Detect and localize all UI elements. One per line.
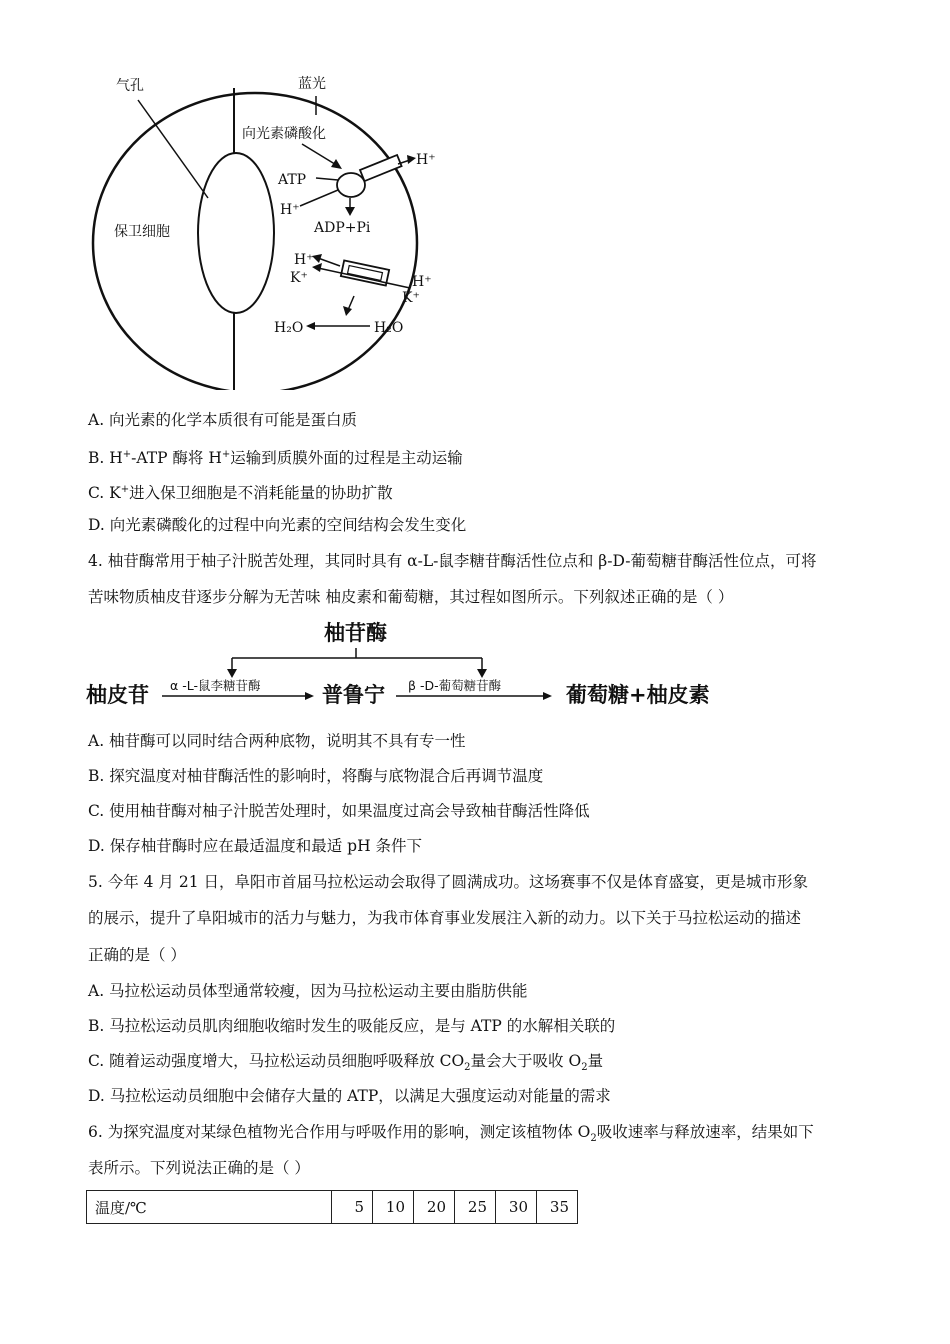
q4-option-c: C. 使用柚苷酶对柚子汁脱苦处理时，如果温度过高会导致柚苷酶活性降低: [88, 802, 590, 820]
flow-enzyme-label: 柚苷酶: [324, 621, 387, 645]
flow-intermediate-label: 普鲁宁: [322, 683, 385, 707]
phototropin-label: 向光素磷酸化: [242, 126, 326, 142]
table-cell: 25: [455, 1191, 496, 1224]
q5-option-b: B. 马拉松运动员肌肉细胞收缩时发生的吸能反应，是与 ATP 的水解相关联的: [88, 1017, 616, 1035]
temperature-table: [86, 1190, 578, 1224]
q6-stem-line-2: 表所示。下列说法正确的是（ ）: [88, 1159, 310, 1177]
q3-option-c: C. K+进入保卫细胞是不消耗能量的协助扩散: [88, 484, 393, 503]
q5-stem-line-1: 5. 今年 4 月 21 日，阜阳市首届马拉松运动会取得了圆满成功。这场赛事不仅是体育盛宴，更是城市形象: [88, 873, 809, 891]
q5-stem-line-2: 的展示，提升了阜阳城市的活力与魅力，为我市体育事业发展注入新的动力。以下关于马拉松运动的描述: [88, 909, 802, 927]
table-cell: 20: [414, 1191, 455, 1224]
q3-option-a: A. 向光素的化学本质很有可能是蛋白质: [88, 411, 358, 429]
stoma-pore: [198, 153, 274, 313]
q3-option-b: B. H+-ATP 酶将 H+运输到质膜外面的过程是主动运输: [88, 449, 463, 468]
guard-cell-diagram: [80, 60, 440, 390]
table-cell: 10: [373, 1191, 414, 1224]
flow-products-label: 葡萄糖+柚皮素: [566, 683, 710, 707]
q5-option-a: A. 马拉松运动员体型通常较瘦，因为马拉松运动主要由脂肪供能: [88, 982, 528, 1000]
k-right-label: K⁺: [402, 290, 420, 306]
flow-step2-enzyme-label: β -D-葡萄糖苷酶: [408, 678, 502, 693]
h-atpase-pump: [337, 155, 402, 197]
water-out-label: H₂O: [274, 320, 304, 336]
guard-cell-label: 保卫细胞: [114, 224, 170, 240]
q4-enzyme-flow-diagram: [84, 616, 744, 716]
table-cell: 35: [537, 1191, 578, 1224]
h-out-label: H⁺: [416, 152, 436, 168]
h-left-label: H⁺: [294, 252, 314, 268]
table-cell: 5: [332, 1191, 373, 1224]
flow-substrate-label: 柚皮苷: [86, 683, 149, 707]
atp-label: ATP: [278, 172, 307, 188]
q4-stem-line-1: 4. 柚苷酶常用于柚子汁脱苦处理，其同时具有 α-L-鼠李糖苷酶活性位点和 β-D-葡萄糖苷酶活性位点，可将: [88, 552, 817, 570]
q4-stem-line-2: 苦味物质柚皮苷逐步分解为无苦味 柚皮素和葡萄糖，其过程如图所示。下列叙述正确的是（ ）: [88, 588, 734, 606]
adp-label: ADP+Pi: [314, 220, 371, 236]
q3-option-d: D. 向光素磷酸化的过程中向光素的空间结构会发生变化: [88, 516, 467, 534]
q6-stem-line-1: 6. 为探究温度对某绿色植物光合作用与呼吸作用的影响，测定该植物体 $O_2$吸收速率与释放速率，结果如下: [88, 1123, 814, 1145]
h-in-label: H⁺: [280, 202, 300, 218]
q4-option-b: B. 探究温度对柚苷酶活性的影响时，将酶与底物混合后再调节温度: [88, 767, 544, 785]
q5-option-d: D. 马拉松运动员细胞中会储存大量的 ATP，以满足大强度运动对能量的需求: [88, 1087, 611, 1105]
q4-option-d: D. 保存柚苷酶时应在最适温度和最适 pH 条件下: [88, 837, 423, 855]
h-right-label: H⁺: [412, 274, 432, 290]
stoma-label: 气孔: [116, 78, 144, 94]
table-row: [87, 1191, 578, 1224]
flow-step1-enzyme-label: α -L-鼠李糖苷酶: [170, 678, 261, 693]
k-left-label: K⁺: [290, 270, 308, 286]
table-header-cell: 温度/℃: [87, 1191, 332, 1224]
water-in-label: H₂O: [374, 320, 404, 336]
blue-light-label: 蓝光: [298, 76, 326, 92]
q4-option-a: A. 柚苷酶可以同时结合两种底物，说明其不具有专一性: [88, 732, 466, 750]
q5-option-c: C. 随着运动强度增大，马拉松运动员细胞呼吸释放 $CO_2$量会大于吸收 $O_2$量: [88, 1052, 604, 1074]
table-cell: 30: [496, 1191, 537, 1224]
q5-stem-line-3: 正确的是（ ）: [88, 946, 186, 964]
